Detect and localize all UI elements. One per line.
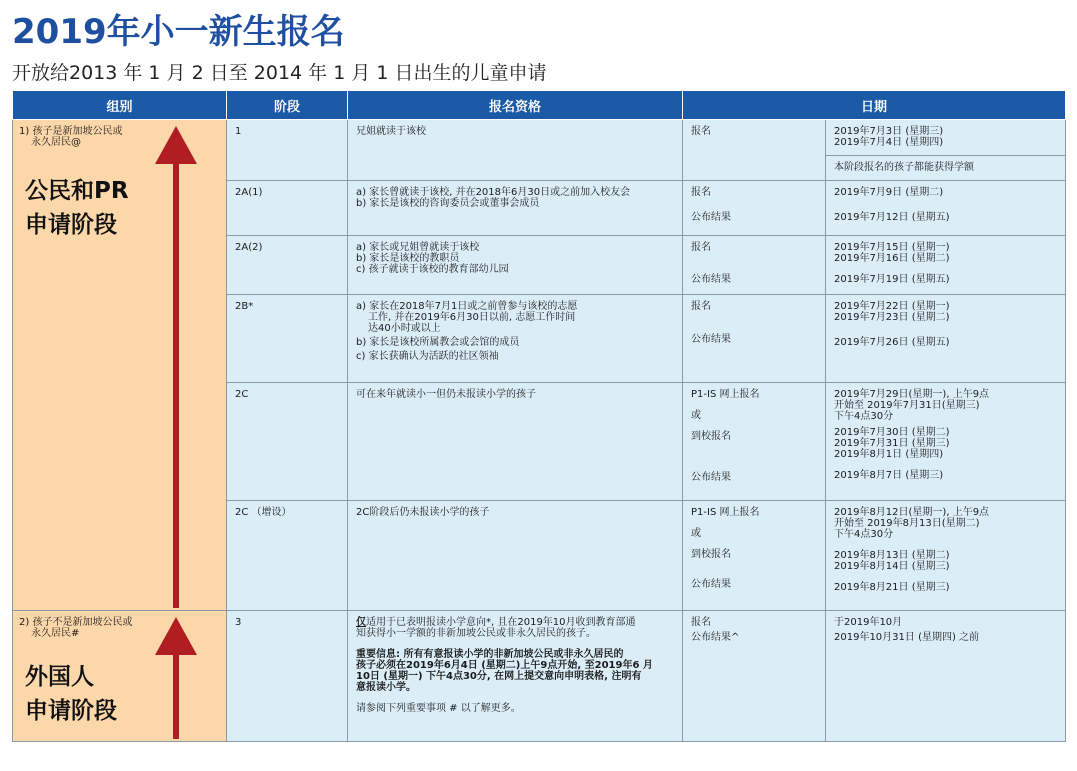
date-cell: 于2019年10月 2019年10月31日 (星期四) 之前 [826, 611, 1066, 742]
up-arrow-icon [151, 615, 201, 741]
header-eligibility: 报名资格 [348, 91, 683, 120]
date-cell: 2019年7月29日(星期一), 上午9点 开始至 2019年7月31日(星期三) 下午4点30分 2019年7月30日 (星期二) 2019年7月31日 (星期三) 2019年8月1日 (星期四) 2019年8月7日 (星期三) [826, 383, 1066, 501]
eligibility-cell: 仅适用于已表明报读小学意向*, 且在2019年10月收到教育部通 知获得小一学额的非新加坡公民或非永久居民的孩子。 重要信息: 所有有意报读小学的非新加坡公民或非永久居民的 孩子必须在2019年6月4日 (星期二)上午9点开始, 至2019年6 月 10日 (星期一) 下午4点30分, 在网上提交意向申明表格, 注明有 意报读小学。 请参阅下列重要事项 # 以了解更多。 [348, 611, 683, 742]
action-cell: 报名 公布结果 [683, 181, 826, 236]
date-cell: 2019年7月15日 (星期一) 2019年7月16日 (星期二) 2019年7月19日 (星期五) [826, 236, 1066, 295]
action-cell: P1-IS 网上报名 或 到校报名 公布结果 [683, 383, 826, 501]
note-text: 请参阅下列重要事项 # 以了解更多。 [356, 703, 521, 714]
registration-table [12, 91, 1066, 742]
phase-cell: 1 [227, 120, 348, 181]
table-header-row [13, 91, 1066, 120]
date-cell: 2019年7月3日 (星期三) 2019年7月4日 (星期四) 本阶段报名的孩子都能获得学额 [826, 120, 1066, 181]
phase-cell: 2B* [227, 295, 348, 383]
group2-big-label-2: 申请阶段 [25, 698, 117, 724]
group-citizen-pr [13, 120, 227, 611]
action-cell: 报名 公布结果 [683, 236, 826, 295]
page-subtitle: 开放给2013 年 1 月 2 日至 2014 年 1 月 1 日出生的儿童申请 [12, 62, 547, 84]
header-group: 组别 [13, 91, 227, 120]
phase-cell: 2A(2) [227, 236, 348, 295]
phase-cell: 2C （增设） [227, 501, 348, 611]
group-foreigner [13, 611, 227, 742]
group2-big-label-1: 外国人 [25, 664, 94, 690]
up-arrow-icon [151, 124, 201, 610]
group1-label-2: 永久居民@ [31, 137, 81, 148]
date-cell: 2019年8月12日(星期一), 上午9点 开始至 2019年8月13日(星期二) 下午4点30分 2019年8月13日 (星期二) 2019年8月14日 (星期三) 2019年8月21日 (星期三) [826, 501, 1066, 611]
action-cell: 报名 [683, 120, 826, 181]
action-cell: P1-IS 网上报名 或 到校报名 公布结果 [683, 501, 826, 611]
action-cell: 报名 公布结果 [683, 295, 826, 383]
action-cell: 报名 公布结果^ [683, 611, 826, 742]
eligibility-cell: a) 家长曾就读于该校, 并在2018年6月30日或之前加入校友会 b) 家长是该校的咨询委员会或董事会成员 [348, 181, 683, 236]
header-date: 日期 [683, 91, 1066, 120]
phase-cell: 2C [227, 383, 348, 501]
table-row [13, 120, 1066, 181]
group1-big-label-2: 申请阶段 [25, 212, 117, 238]
group1-big-label-1: 公民和PR [25, 178, 129, 204]
eligibility-cell: 2C阶段后仍未报读小学的孩子 [348, 501, 683, 611]
group2-label-2: 永久居民# [31, 628, 80, 639]
important-notice: 重要信息: 所有有意报读小学的非新加坡公民或非永久居民的 [356, 649, 624, 660]
date-cell: 2019年7月9日 (星期二) 2019年7月12日 (星期五) [826, 181, 1066, 236]
phase-cell: 3 [227, 611, 348, 742]
eligibility-cell: a) 家长或兄姐曾就读于该校 b) 家长是该校的教职员 c) 孩子就读于该校的教育部幼儿园 [348, 236, 683, 295]
eligibility-cell: 兄姐就读于该校 [348, 120, 683, 181]
phase-cell: 2A(1) [227, 181, 348, 236]
header-phase: 阶段 [227, 91, 348, 120]
group1-label: 1) 孩子是新加坡公民或 [19, 126, 123, 137]
page-title: 2019年小一新生报名 [12, 12, 345, 52]
table-row [13, 611, 1066, 742]
eligibility-cell: 可在来年就读小一但仍未报读小学的孩子 [348, 383, 683, 501]
date-cell: 2019年7月22日 (星期一) 2019年7月23日 (星期二) 2019年7月26日 (星期五) [826, 295, 1066, 383]
group2-label: 2) 孩子不是新加坡公民或 [19, 617, 133, 628]
eligibility-cell: a) 家长在2018年7月1日或之前曾参与该校的志愿 工作, 并在2019年6月30日以前, 志愿工作时间 达40小时或以上 b) 家长是该校所属教会或会馆的成员 c) 家长获确认为活跃的社区领袖 [348, 295, 683, 383]
